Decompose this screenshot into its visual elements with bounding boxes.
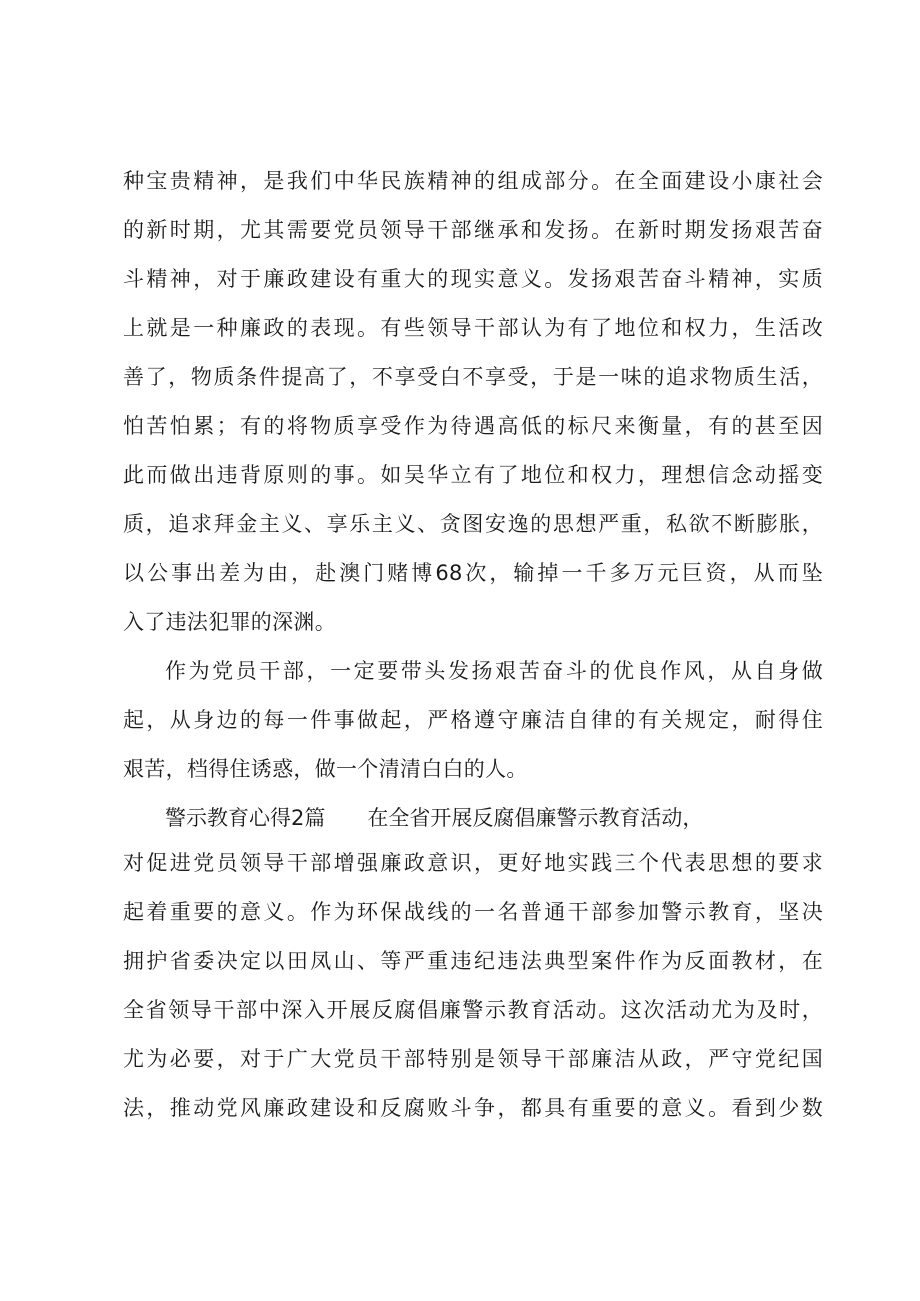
section-title: 警示教育心得2篇: [165, 806, 326, 830]
paragraph-line: 质，追求拜金主义、享乐主义、贪图安逸的思想严重，私欲不断膨胀，: [123, 512, 823, 536]
paragraph-line: 起，从身边的每一件事做起，严格遵守廉洁自律的有关规定，耐得住: [123, 708, 823, 732]
paragraph-line: 怕苦怕累；有的将物质享受作为待遇高低的标尺来衡量，有的甚至因: [123, 414, 823, 438]
paragraph-line: 入了违法犯罪的深渊。: [123, 610, 336, 634]
paragraph-line: 的新时期，尤其需要党员领导干部继承和发扬。在新时期发扬艰苦奋: [123, 218, 823, 242]
paragraph-line: 上就是一种廉政的表现。有些领导干部认为有了地位和权力，生活改: [123, 316, 823, 340]
paragraph-line: 以公事出差为由，赴澳门赌博68次，输掉一千多万元巨资，从而坠: [123, 561, 823, 585]
paragraph-line: 斗精神，对于廉政建设有重大的现实意义。发扬艰苦奋斗精神，实质: [123, 267, 823, 291]
paragraph-line: 善了，物质条件提高了，不享受白不享受，于是一味的追求物质生活，: [123, 365, 823, 389]
paragraph-line: 拥护省委决定以田凤山、等严重违纪违法典型案件作为反面教材，在: [123, 949, 823, 973]
paragraph-line: 艰苦，档得住诱惑，做一个清清白白的人。: [123, 757, 528, 781]
paragraph-line: 作为党员干部，一定要带头发扬艰苦奋斗的优良作风，从自身做: [165, 659, 823, 683]
paragraph-line: 在全省开展反腐倡廉警示教育活动，: [367, 806, 704, 830]
paragraph-line: 全省领导干部中深入开展反腐倡廉警示教育活动。这次活动尤为及时，: [123, 998, 823, 1022]
paragraph-line: 法，推动党风廉政建设和反腐败斗争，都具有重要的意义。看到少数: [123, 1096, 823, 1120]
paragraph-line: 尤为必要，对于广大党员干部特别是领导干部廉洁从政，严守党纪国: [123, 1047, 823, 1071]
paragraph-line: 此而做出违背原则的事。如吴华立有了地位和权力，理想信念动摇变: [123, 463, 823, 487]
section-heading-line: [165, 803, 703, 833]
paragraph-line: 种宝贵精神，是我们中华民族精神的组成部分。在全面建设小康社会: [123, 169, 823, 193]
paragraph-line: 起着重要的意义。作为环保战线的一名普通干部参加警示教育，坚决: [123, 900, 823, 924]
paragraph-line: 对促进党员领导干部增强廉政意识，更好地实践三个代表思想的要求: [123, 851, 823, 875]
